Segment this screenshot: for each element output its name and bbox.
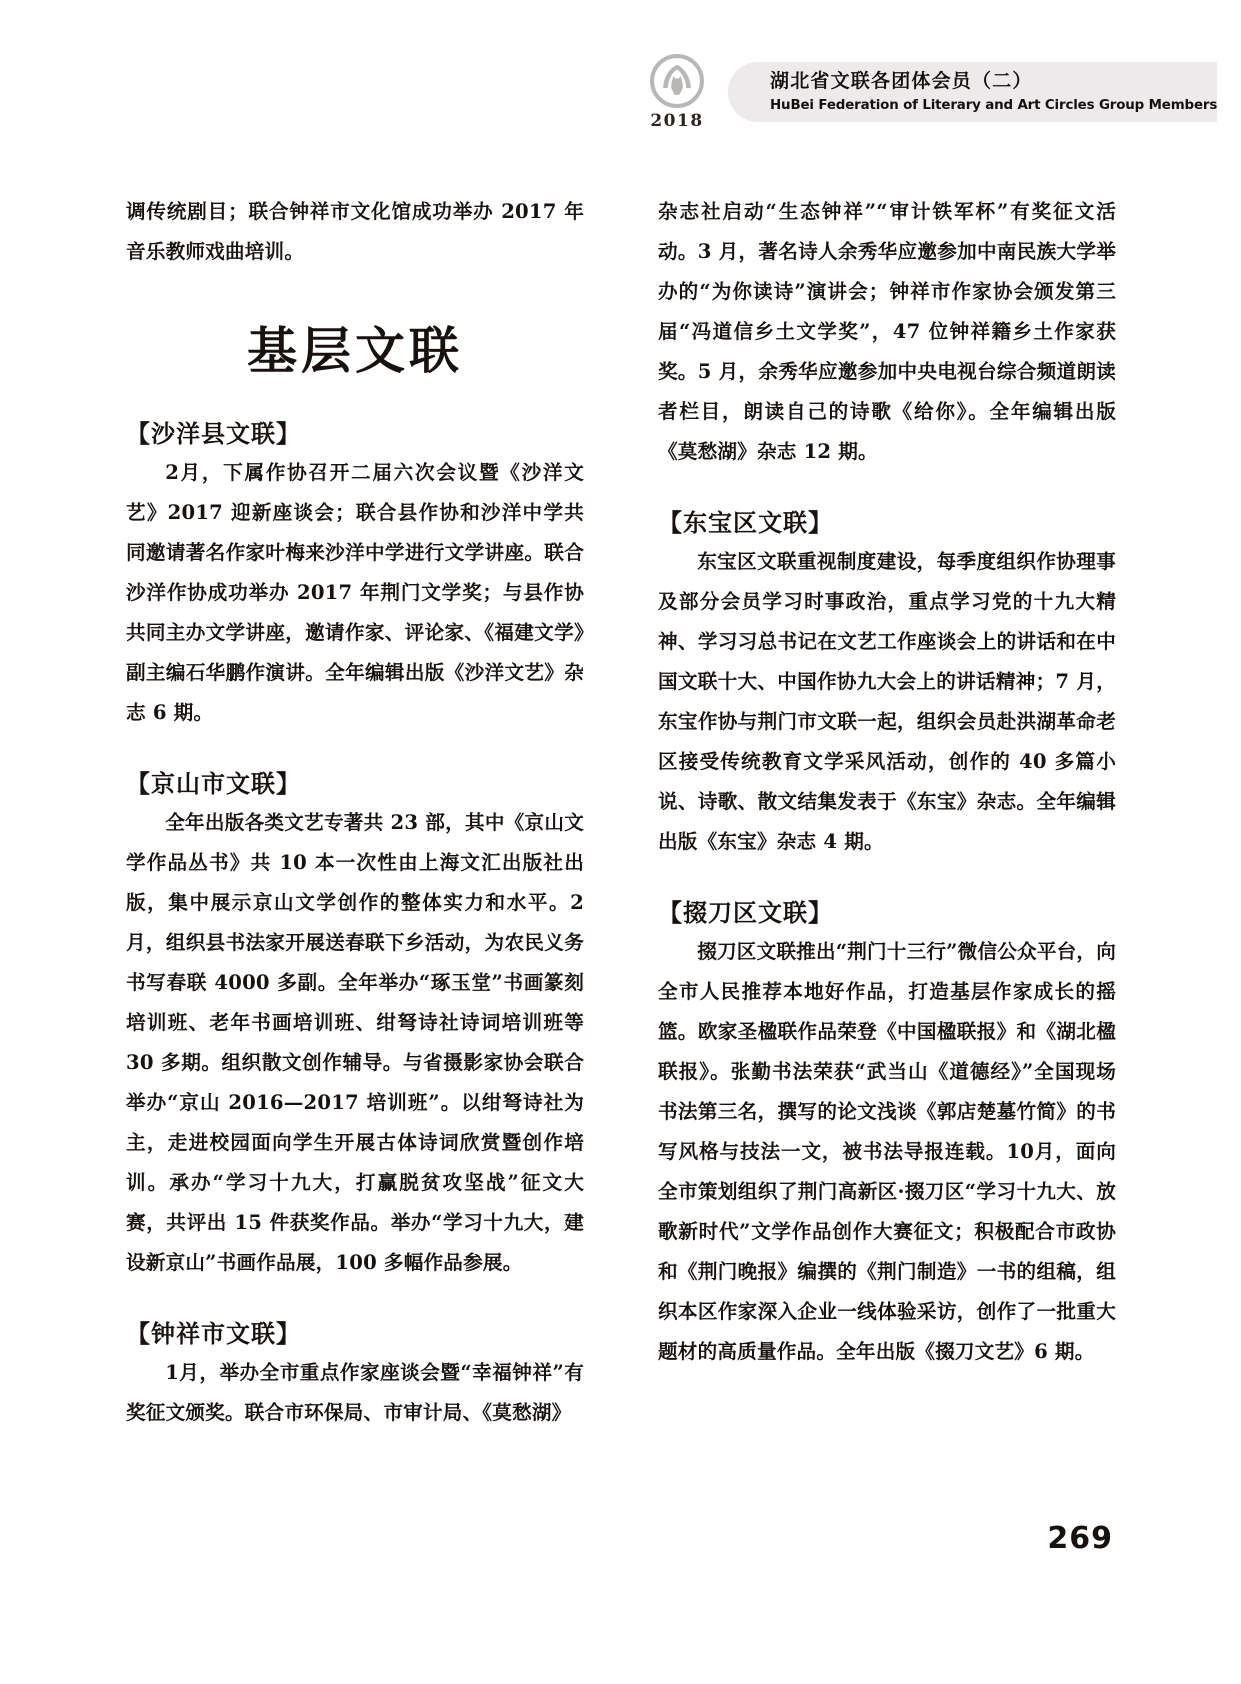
page-title: 基层文联 xyxy=(247,322,463,380)
header-title-plate xyxy=(728,62,1217,122)
federation-emblem-icon xyxy=(648,52,706,110)
entry-body-shayang: 2月，下属作协召开二届六次会议暨《沙洋文艺》2017 迎新座谈会；联合县作协和沙洋中学共同邀请著名作家叶梅来沙洋中学进行文学讲座。联合沙洋作协成功举办 2017 年荆门文学奖；与县作协共同主办文学讲座，邀请作家、评论家、《福建文学》副主编石华鹏作演讲。全年编辑出版《沙洋文艺》杂志 6 期。 xyxy=(126,461,584,724)
header-title-en: HuBei Federation of Literary and Art Circles Group Members xyxy=(770,97,1218,113)
entry-title-duodao: 【掇刀区文联】 xyxy=(658,899,833,927)
entry-title-zhongxiang: 【钟祥市文联】 xyxy=(126,1320,301,1348)
page-number: 269 xyxy=(1047,1521,1113,1556)
entry-body-dongbao: 东宝区文联重视制度建设，每季度组织作协理事及部分会员学习时事政治，重点学习党的十九大精神、学习习总书记在文艺工作座谈会上的讲话和在中国文联十大、中国作协九大会上的讲话精神；7 月，东宝作协与荆门市文联一起，组织会员赴洪湖革命老区接受传统教育文学采风活动，创作的 40 多篇小说、诗歌、散文结集发表于《东宝》杂志。全年编辑出版《东宝》杂志 4 期。 xyxy=(658,550,1116,853)
continued-paragraph: 调传统剧目；联合钟祥市文化馆成功举办 2017 年音乐教师戏曲培训。 xyxy=(126,200,584,263)
entry-body-zhongxiang: 1月，举办全市重点作家座谈会暨“幸福钟祥”有奖征文颁奖。联合市环保局、市审计局、《莫愁湖》 xyxy=(126,1361,584,1424)
entry-title-dongbao: 【东宝区文联】 xyxy=(658,509,833,537)
continued-paragraph-zhongxiang: 杂志社启动“生态钟祥”“审计铁军杯”有奖征文活动。3 月，著名诗人余秀华应邀参加中南民族大学举办的“为你读诗”演讲会；钟祥市作家协会颁发第三届“冯道信乡土文学奖”，47 位钟祥籍乡土作家获奖。5 月，余秀华应邀参加中央电视台综合频道朗读者栏目，朗读自己的诗歌《给你》。全年编辑出版《莫愁湖》杂志 12 期。 xyxy=(658,200,1116,463)
body-columns xyxy=(126,192,1116,1433)
emblem-year: 2018 xyxy=(650,111,704,131)
entry-body-duodao: 掇刀区文联推出“荆门十三行”微信公众平台，向全市人民推荐本地好作品，打造基层作家成长的摇篮。欧家圣楹联作品荣登《中国楹联报》和《湖北楹联报》。张勤书法荣获“武当山《道德经》”全国现场书法第三名，撰写的论文浅谈《郭店楚墓竹简》的书写风格与技法一文，被书法导报连载。10月，面向全市策划组织了荆门高新区·掇刀区“学习十九大、放歌新时代”文学作品创作大赛征文；积极配合市政协和《荆门晚报》编撰的《荆门制造》一书的组稿，组织本区作家深入企业一线体验采访，创作了一批重大题材的高质量作品。全年出版《掇刀文艺》6 期。 xyxy=(658,940,1117,1363)
right-column xyxy=(658,192,1116,1433)
running-header xyxy=(640,52,1218,136)
entry-body-jingshan: 全年出版各类文艺专著共 23 部，其中《京山文学作品丛书》共 10 本一次性由上海文汇出版社出版，集中展示京山文学创作的整体实力和水平。2月，组织县书法家开展送春联下乡活动，为农民义务书写春联 4000 多副。全年举办“琢玉堂”书画篆刻培训班、老年书画培训班、绀弩诗社诗词培训班等 30 多期。组织散文创作辅导。与省摄影家协会联合举办“京山 2016—2017 培训班”。以绀弩诗社为主，走进校园面向学生开展古体诗词欣赏暨创作培训。承办“学习十九大，打赢脱贫攻坚战”征文大赛，共评出 15 件获奖作品。举办“学习十九大，建设新京山”书画作品展，100 多幅作品参展。 xyxy=(126,811,584,1274)
header-title-cn: 湖北省文联各团体会员（二） xyxy=(770,69,1033,92)
emblem-block xyxy=(640,52,714,136)
left-column xyxy=(126,192,584,1433)
entry-title-jingshan: 【京山市文联】 xyxy=(126,770,301,798)
entry-title-shayang: 【沙洋县文联】 xyxy=(126,420,301,448)
